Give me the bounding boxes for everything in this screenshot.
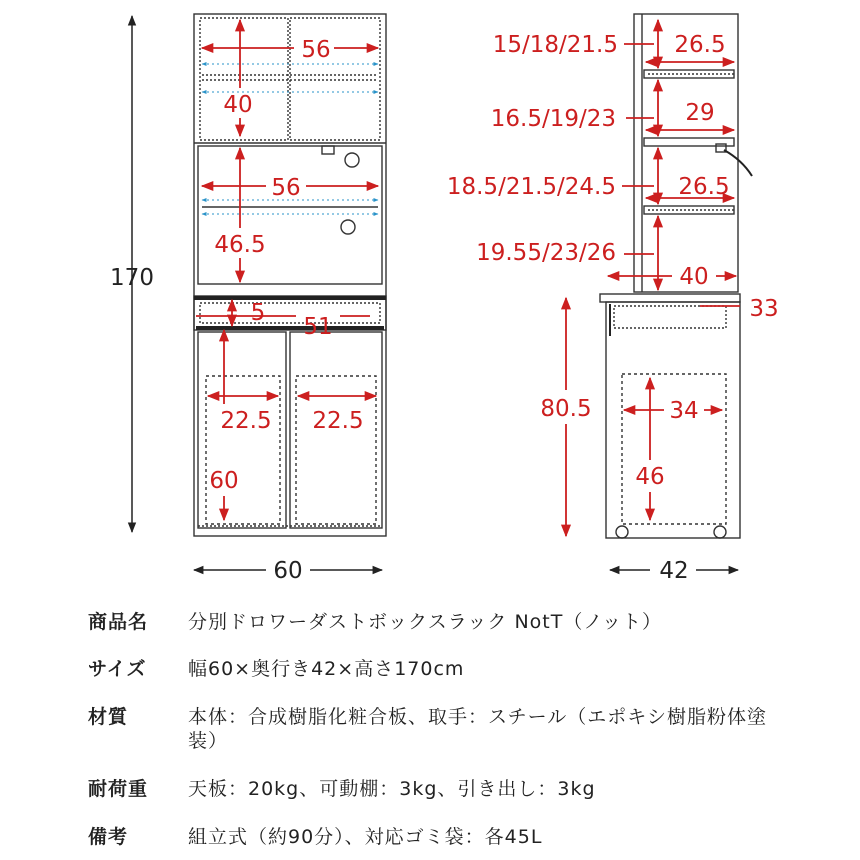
- bin-depth-label: 34: [669, 398, 699, 424]
- shelf1-depth-label: 26.5: [674, 32, 726, 58]
- side-dimension-arrows: [566, 20, 740, 536]
- door-left-width-label: 22.5: [220, 408, 272, 434]
- middle-width-label: 56: [271, 175, 301, 201]
- upper-door-left: [200, 18, 288, 140]
- spec-value: 分別ドロワーダストボックスラック NotT（ノット）: [188, 611, 663, 633]
- spec-label: 商品名: [88, 611, 149, 633]
- depth-label: 42: [659, 558, 689, 584]
- drawer-panel: [194, 296, 386, 330]
- shelf2-range-label: 16.5/19/23: [490, 106, 616, 132]
- spec-label: 備考: [88, 826, 129, 848]
- shelf1-range-label: 15/18/21.5: [492, 32, 618, 58]
- spec-value: 組立式（約90分）、対応ゴミ袋：各45L: [188, 826, 543, 848]
- upper-height-label: 40: [223, 92, 253, 118]
- shelf3-depth-label: 26.5: [678, 174, 730, 200]
- spec-value: 幅60×奥行き42×高さ170cm: [188, 658, 465, 680]
- shelf4-range-label: 19.55/23/26: [476, 240, 616, 266]
- drawer-width-label: 51: [303, 314, 333, 340]
- shelf4-depth-label: 40: [679, 264, 709, 290]
- cable-hole-lower: [341, 220, 355, 234]
- shelf2-depth-label: 29: [685, 100, 715, 126]
- spec-label: 材質: [88, 706, 129, 728]
- width-label: 60: [273, 558, 303, 584]
- spec-value: 天板：20kg、可動棚：3kg、引き出し：3kg: [188, 778, 596, 800]
- spec-value: 本体：合成樹脂化粧合板、取手：スチール（エポキシ樹脂粉体塗装）: [188, 706, 768, 752]
- spec-label: 耐荷重: [88, 778, 149, 800]
- door-height-label: 60: [209, 468, 239, 494]
- side-top-board: [600, 294, 740, 302]
- cable-hole-upper: [345, 153, 359, 167]
- height-label: 170: [110, 265, 154, 291]
- side-bin: [622, 374, 726, 524]
- shelf3-range-label: 18.5/21.5/24.5: [446, 174, 616, 200]
- side-drawer: [614, 306, 726, 328]
- middle-height-label: 46.5: [214, 232, 266, 258]
- gap-label: 5: [250, 300, 266, 326]
- drawer-depth-label: 33: [749, 296, 779, 322]
- bin-height-label: 46: [635, 464, 665, 490]
- base-height-label: 80.5: [540, 396, 592, 422]
- spec-label: サイズ: [88, 658, 147, 680]
- upper-width-label: 56: [301, 37, 331, 63]
- door-right-width-label: 22.5: [312, 408, 364, 434]
- front-labels: [110, 37, 364, 584]
- side-labels: [447, 32, 779, 584]
